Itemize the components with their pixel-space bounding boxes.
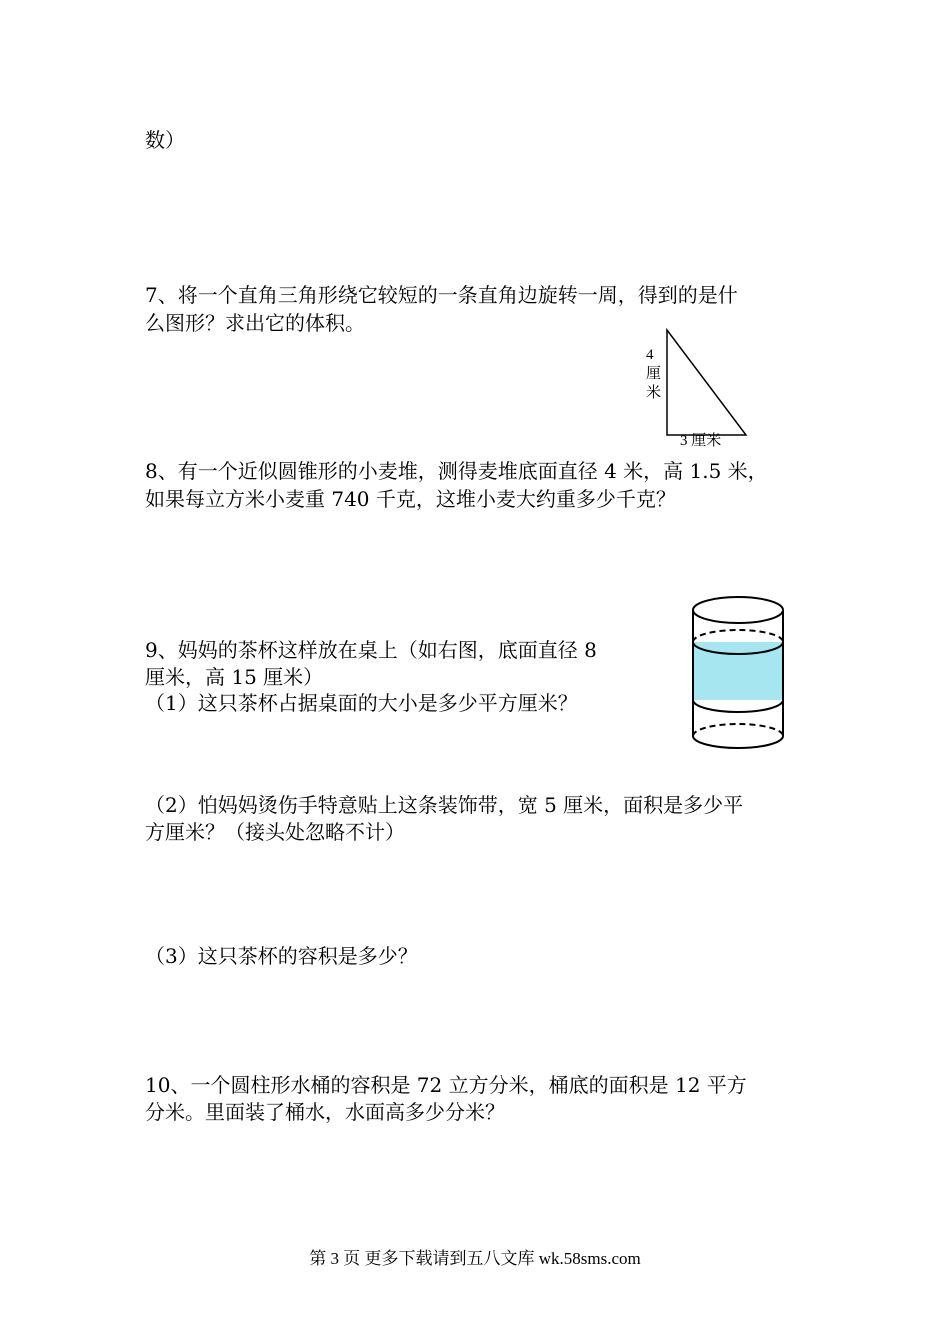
- page-footer: 第 3 页 更多下载请到五八文库 wk.58sms.com: [309, 1249, 641, 1268]
- question-10-line-2: 分米。里面装了桶水，水面高多少分米？: [145, 1100, 505, 1124]
- question-7-line-2: 么图形？求出它的体积。: [145, 311, 365, 335]
- triangle-base-label: 3 厘米: [680, 433, 722, 449]
- question-9-line-1: 9、妈妈的茶杯这样放在桌上（如右图，底面直径 8: [145, 638, 597, 662]
- question-9-part-1: （1）这只茶杯占据桌面的大小是多少平方厘米？: [145, 691, 578, 715]
- question-7-line-1: 7、将一个直角三角形绕它较短的一条直角边旋转一周，得到的是什: [145, 283, 738, 307]
- question-9-part-3: （3）这只茶杯的容积是多少？: [145, 944, 418, 968]
- question-8-line-2: 如果每立方米小麦重 740 千克，这堆小麦大约重多少千克？: [145, 487, 676, 511]
- triangle-height-number: 4: [646, 347, 654, 363]
- question-8-line-1: 8、有一个近似圆锥形的小麦堆，测得麦堆底面直径 4 米，高 1.5 米，: [145, 459, 768, 483]
- continuation-text: 数）: [145, 128, 185, 152]
- question-9-part-2-line-1: （2）怕妈妈烫伤手特意贴上这条装饰带，宽 5 厘米，面积是多少平: [145, 793, 744, 817]
- question-9-line-2: 厘米，高 15 厘米）: [145, 665, 324, 689]
- question-9-part-2-line-2: 方厘米？（接头处忽略不计）: [145, 820, 405, 844]
- right-triangle-figure: [640, 326, 760, 450]
- triangle-height-unit-2: 米: [646, 385, 662, 401]
- triangle-height-unit-1: 厘: [646, 366, 662, 382]
- cup-shape: [688, 590, 788, 756]
- tea-cup-figure: [688, 590, 788, 756]
- question-10-line-1: 10、一个圆柱形水桶的容积是 72 立方分米，桶底的面积是 12 平方: [145, 1073, 747, 1097]
